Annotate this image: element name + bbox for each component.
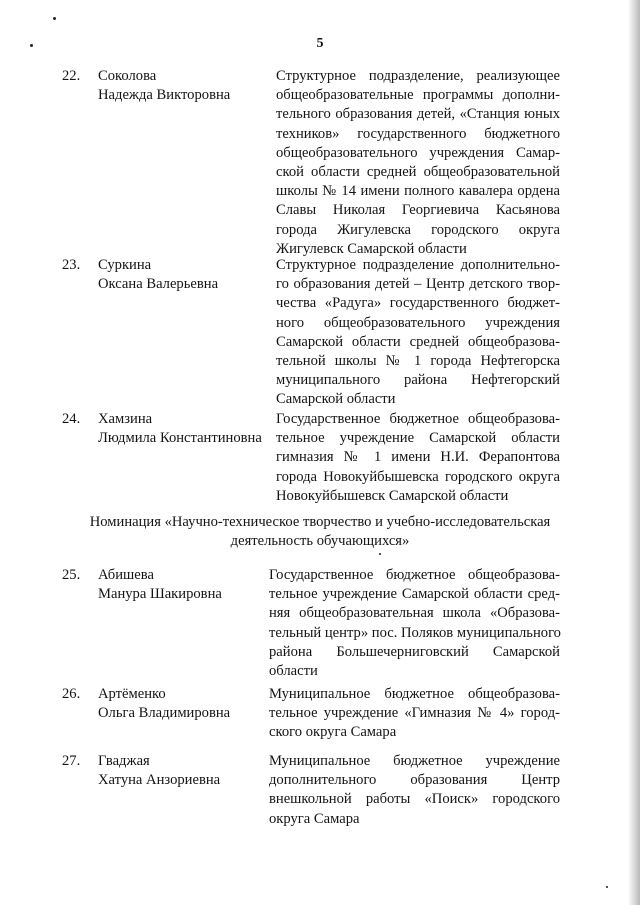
scan-edge-shadow bbox=[628, 0, 640, 905]
nomination-heading bbox=[70, 513, 570, 551]
organization-text: Государственное бюджетное общеобразова- тельное учреждение Самарской области гимназия № 1 имени Н.И. Ферапонтова города Новокуйбышевска городского округа Новокуйбышевск Самарской области bbox=[276, 411, 560, 504]
person-name: Артёменко Ольга Владимировна bbox=[98, 686, 231, 722]
scan-speck bbox=[53, 17, 56, 20]
organization-text: Государственное бюджетное общеобразова- тельное учреждение Самарской области сред- няя общеобразовательная школа «Образова- тельный центр» пос. Поляков муниципального района Большечерниговский Самарской области bbox=[269, 567, 561, 679]
entry-number: 23. bbox=[62, 257, 81, 273]
organization-text: Муниципальное бюджетное учреждение дополнительного образования Центр внешкольной работы «Поиск» городского округа Самара bbox=[269, 753, 560, 827]
person-name: Хамзина Людмила Константиновна bbox=[98, 411, 262, 447]
person-name: Гваджая Хатуна Анзориевна bbox=[98, 753, 221, 789]
nomination-line-1: Номинация «Научно-техническое творчество и учебно-исследовательская bbox=[89, 514, 551, 530]
person-name: Абишева Манура Шакировна bbox=[98, 567, 222, 603]
entry-number: 25. bbox=[62, 567, 81, 583]
person-name: Соколова Надежда Викторовна bbox=[98, 68, 231, 104]
organization-text: Структурное подразделение, реализующее общеобразовательные программы дополни- тельного образования детей, «Станция юных техников» государственного бюджетного общеобразовательного учреждения Самар- ской области средней общеобразовательной школы № 14 имени полного кавалера ордена Славы Николая Георгиевича Касьянова города Жигулевска городского округа Жигулевск Самарской области bbox=[276, 68, 560, 257]
scan-speck bbox=[379, 553, 381, 555]
person-name: Суркина Оксана Валерьевна bbox=[98, 257, 219, 293]
organization-text: Муниципальное бюджетное общеобразова- тельное учреждение «Гимназия № 4» город- ского округа Самара bbox=[269, 686, 560, 741]
organization-text: Структурное подразделение дополнительно- го образования детей – Центр детского твор- чества «Радуга» государственного бюджет- ного общеобразовательного учреждения Самарской области средней общеобразова- тельной школы № 1 города Нефтегорска муниципального района Нефтегорский Самарской области bbox=[276, 257, 560, 408]
scan-speck bbox=[606, 886, 608, 888]
nomination-line-2: деятельность обучающихся» bbox=[230, 533, 410, 550]
entry-number: 27. bbox=[62, 753, 81, 769]
page-number: 5 bbox=[316, 36, 324, 51]
entry-number: 26. bbox=[62, 686, 81, 702]
entry-number: 22. bbox=[62, 68, 81, 84]
entry-number: 24. bbox=[62, 411, 81, 427]
